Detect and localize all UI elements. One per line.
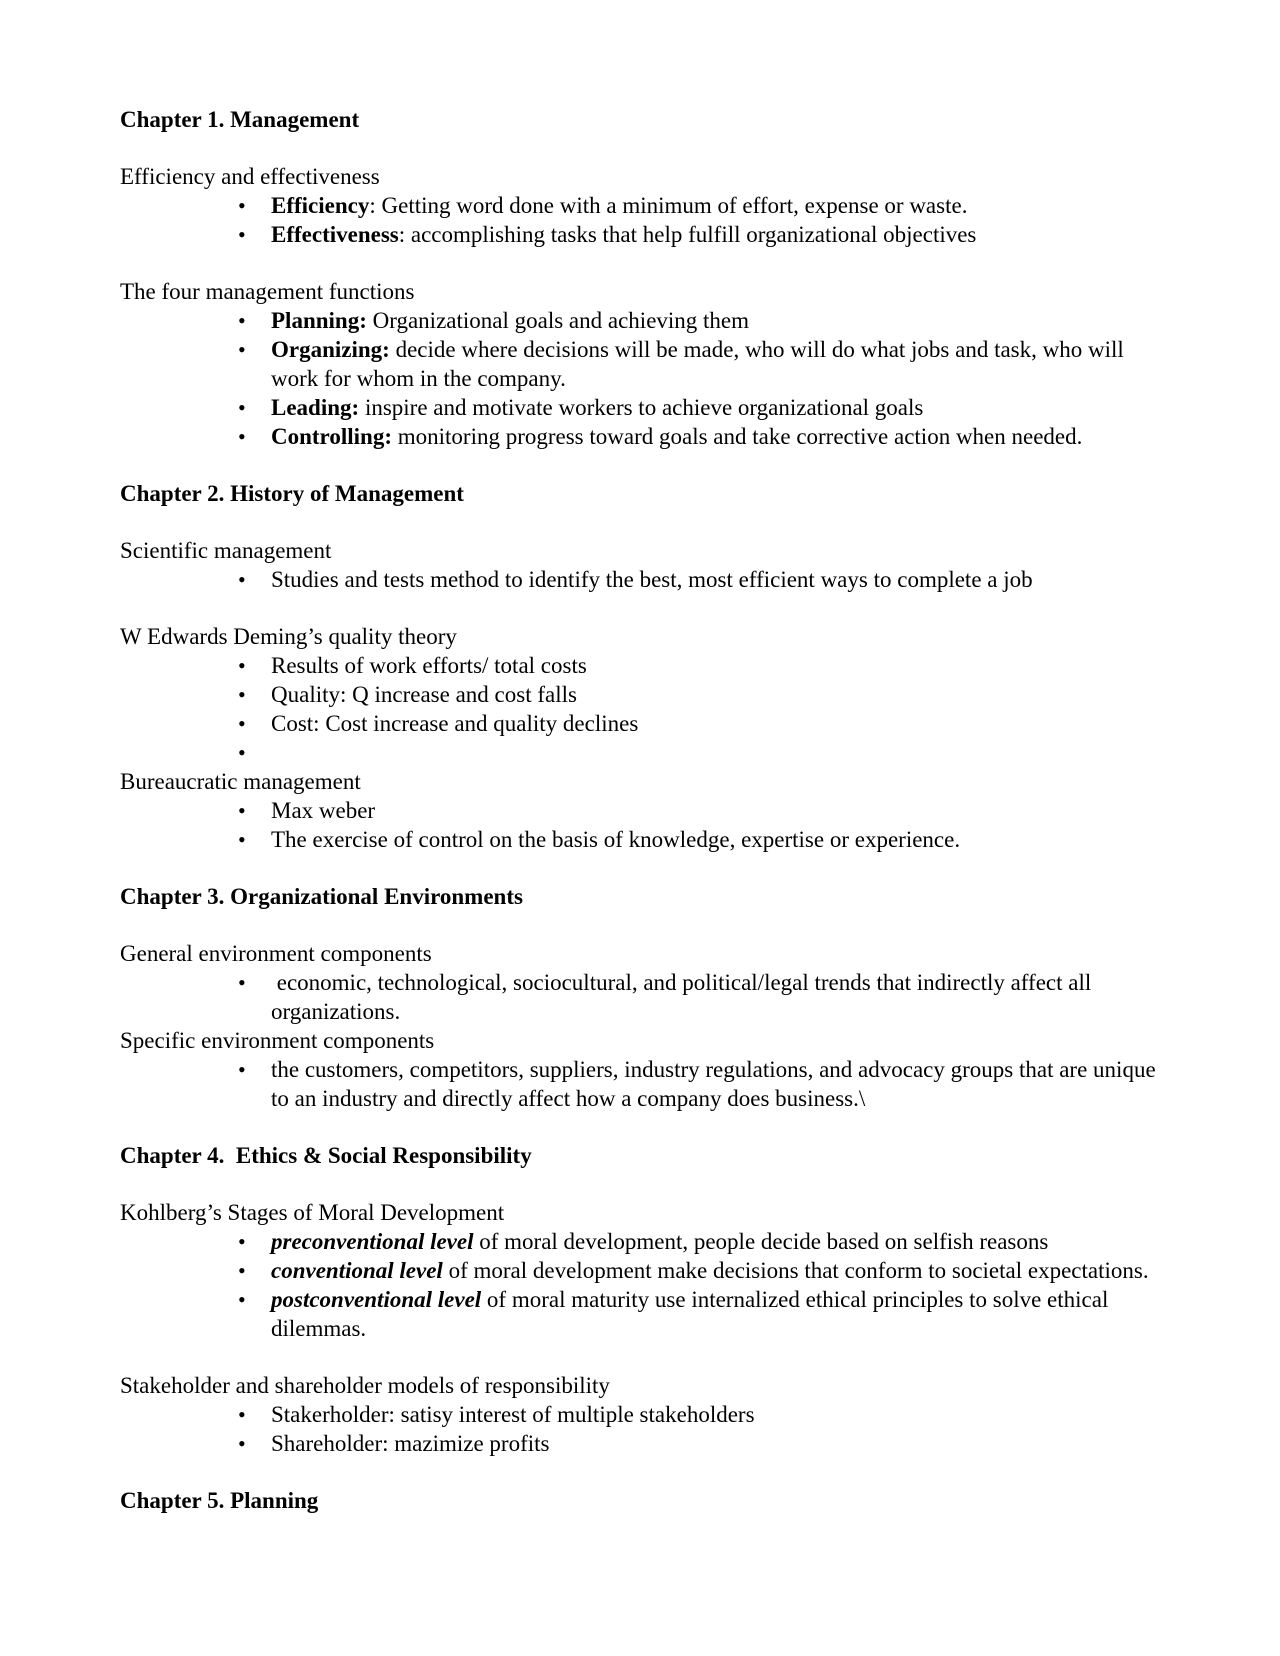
item-text: inspire and motivate workers to achieve organizational goals: [359, 395, 924, 420]
list-item: [238, 709, 1170, 738]
document-page: [120, 105, 1170, 1515]
item-text: Stakerholder: satisy interest of multiple stakeholders: [271, 1402, 755, 1427]
bullet-list: [120, 1400, 1170, 1458]
section-label: Kohlberg’s Stages of Moral Development: [120, 1200, 505, 1225]
bullet-list: [120, 796, 1170, 854]
list-item: [238, 968, 1170, 1026]
list-item: [238, 1227, 1170, 1256]
item-text: economic, technological, sociocultural, and political/legal trends that indirectly affect all organizations.: [271, 970, 1098, 1024]
list-item: [238, 651, 1170, 680]
list-item: [238, 565, 1170, 594]
list-item: [238, 422, 1170, 451]
term: Efficiency: [271, 193, 370, 218]
bullet-icon: •: [238, 222, 246, 247]
item-text: the customers, competitors, suppliers, industry regulations, and advocacy groups that are unique to an industry and directly affect how a company does business.\: [271, 1057, 1156, 1111]
item-text: Quality: Q increase and cost falls: [271, 682, 577, 707]
term: Leading:: [271, 395, 360, 420]
bullet-icon: •: [238, 970, 246, 995]
chapter-heading: Chapter 1. Management: [120, 107, 360, 132]
list-item: [238, 1256, 1170, 1285]
item-text: Organizational goals and achieving them: [366, 308, 750, 333]
bullet-icon: •: [238, 1258, 246, 1283]
bullet-icon: •: [238, 1229, 246, 1254]
bullet-list: [120, 1227, 1170, 1343]
bullet-icon: •: [238, 424, 246, 449]
item-text: of moral development make decisions that conform to societal expectations.: [442, 1258, 1149, 1283]
item-text: Results of work efforts/ total costs: [271, 653, 587, 678]
section-label: Stakeholder and shareholder models of responsibility: [120, 1373, 610, 1398]
section-label: The four management functions: [120, 279, 415, 304]
bullet-icon: •: [238, 711, 246, 736]
bullet-icon: •: [238, 827, 246, 852]
list-item: [238, 306, 1170, 335]
term: preconventional level: [271, 1229, 474, 1254]
bullet-icon: •: [238, 740, 246, 765]
term: conventional level: [271, 1258, 443, 1283]
item-text: Max weber: [271, 798, 376, 823]
chapter-heading: Chapter 2. History of Management: [120, 481, 464, 506]
list-item: [238, 796, 1170, 825]
item-text: : accomplishing tasks that help fulfill organizational objectives: [398, 222, 977, 247]
item-text: The exercise of control on the basis of knowledge, expertise or experience.: [271, 827, 961, 852]
list-item: [238, 738, 1170, 767]
bullet-list: [120, 968, 1170, 1026]
bullet-icon: •: [238, 1057, 246, 1082]
item-text: of moral maturity use internalized ethical principles to solve ethical dilemmas.: [271, 1287, 1109, 1341]
bullet-icon: •: [238, 1431, 246, 1456]
list-item: [238, 1400, 1170, 1429]
item-text: Studies and tests method to identify the best, most efficient ways to complete a job: [271, 567, 1033, 592]
bullet-icon: •: [238, 1402, 246, 1427]
list-item: [238, 1429, 1170, 1458]
bullet-list: [120, 306, 1170, 451]
bullet-icon: •: [238, 682, 246, 707]
section-label: General environment components: [120, 941, 432, 966]
chapter-heading: Chapter 3. Organizational Environments: [120, 884, 523, 909]
item-text: decide where decisions will be made, who will do what jobs and task, who will work for whom in the company.: [271, 337, 1124, 391]
bullet-icon: •: [238, 193, 246, 218]
list-item: [238, 1055, 1170, 1113]
item-text: : Getting word done with a minimum of effort, expense or waste.: [369, 193, 968, 218]
section-label: Efficiency and effectiveness: [120, 164, 380, 189]
term: postconventional level: [271, 1287, 482, 1312]
item-text: Cost: Cost increase and quality declines: [271, 711, 639, 736]
term: Planning:: [271, 308, 367, 333]
bullet-icon: •: [238, 395, 246, 420]
item-text: of moral development, people decide based on selfish reasons: [473, 1229, 1049, 1254]
bullet-list: [120, 651, 1170, 767]
list-item: [238, 680, 1170, 709]
bullet-list: [120, 565, 1170, 594]
bullet-icon: •: [238, 798, 246, 823]
list-item: [238, 220, 1170, 249]
list-item: [238, 191, 1170, 220]
list-item: [238, 335, 1170, 393]
bullet-list: [120, 191, 1170, 249]
bullet-icon: •: [238, 337, 246, 362]
bullet-icon: •: [238, 1287, 246, 1312]
term: Controlling:: [271, 424, 392, 449]
item-text: Shareholder: mazimize profits: [271, 1431, 550, 1456]
bullet-list: [120, 1055, 1170, 1113]
bullet-icon: •: [238, 653, 246, 678]
term: Organizing:: [271, 337, 390, 362]
section-label: Scientific management: [120, 538, 332, 563]
bullet-icon: •: [238, 567, 246, 592]
section-label: W Edwards Deming’s quality theory: [120, 624, 457, 649]
list-item: [238, 825, 1170, 854]
chapter-heading: Chapter 5. Planning: [120, 1488, 319, 1513]
section-label: Bureaucratic management: [120, 769, 361, 794]
bullet-icon: •: [238, 308, 246, 333]
item-text: monitoring progress toward goals and take corrective action when needed.: [391, 424, 1083, 449]
term: Effectiveness: [271, 222, 399, 247]
list-item: [238, 1285, 1170, 1343]
list-item: [238, 393, 1170, 422]
chapter-heading: Chapter 4. Ethics & Social Responsibility: [120, 1143, 532, 1168]
section-label: Specific environment components: [120, 1028, 435, 1053]
